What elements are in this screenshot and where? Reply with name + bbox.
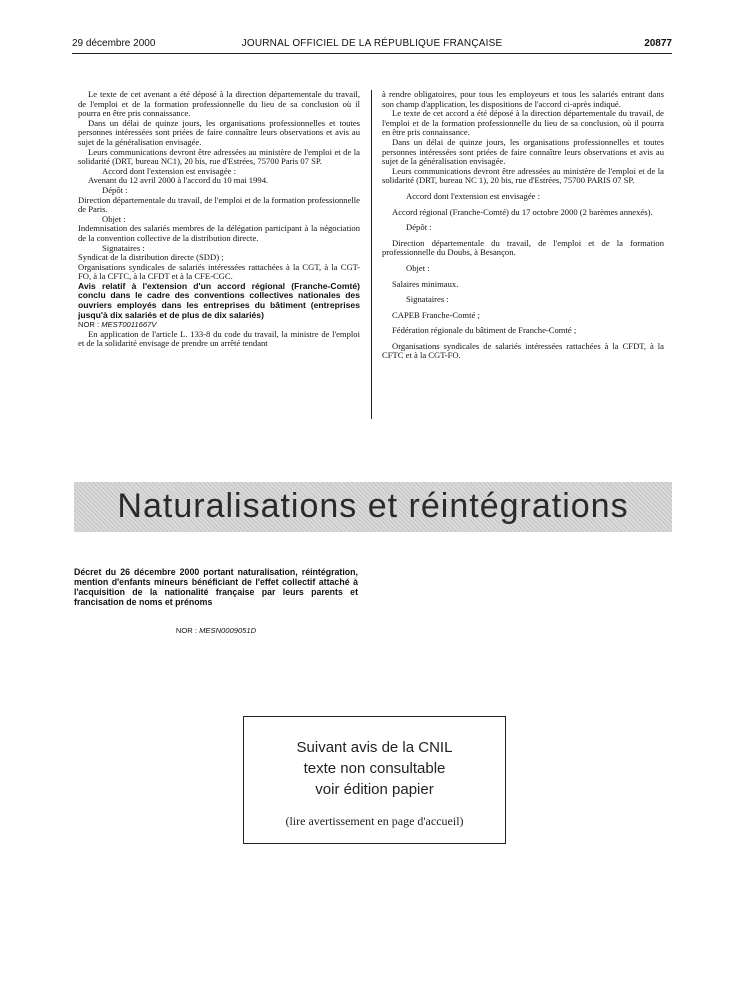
nor-code: MEST0011667V bbox=[101, 320, 157, 330]
cnil-line-1: Suivant avis de la CNIL bbox=[296, 739, 453, 756]
section-banner: Naturalisations et réintégrations bbox=[74, 482, 672, 532]
signatory: CAPEB Franche-Comté ; bbox=[392, 309, 480, 320]
paragraph: Dans un délai de quinze jours, les organisations professionnelles et toutes personnes intéressées sont priées de faire connaître leurs observations et avis au sujet de la généralisation envisagée. bbox=[382, 136, 664, 167]
accord-text: Avenant du 12 avril 2000 à l'accord du 10 mai 1994. bbox=[88, 175, 269, 186]
paragraph: Le texte de cet avenant a été déposé à la direction départementale du travail, de l'emploi et de la formation professionnelle du lieu de sa conclusion où il pourra en être pris connaissance. bbox=[78, 89, 360, 119]
depot-text: Direction départementale du travail, de l'emploi et de la formation professionnelle du Doubs, à Besançon. bbox=[382, 237, 664, 258]
avis-title: Avis relatif à l'extension d'un accord régional (Franche-Comté) conclu dans le cadre des conventions collectives nationales des ouvriers employés dans les entreprises du bâtiment (entreprises jusqu'à dix salariés et de plus de dix salariés) bbox=[78, 280, 360, 320]
page-header bbox=[72, 38, 672, 54]
page-number: 20877 bbox=[644, 38, 672, 49]
nor-label: NOR : bbox=[175, 626, 197, 635]
paragraph: Le texte de cet accord a été déposé à la direction départementale du travail, de l'emploi et de la formation professionnelle du lieu de sa conclusion, où il pourra en être pris connaissance. bbox=[382, 108, 664, 138]
cnil-line-3: voir édition papier bbox=[315, 781, 434, 798]
paragraph: Leurs communications devront être adressées au ministère de l'emploi et de la solidarité (DRT, bureau NC 1), 20 bis, rue d'Estrées, 75700 PARIS 07 SP. bbox=[382, 165, 664, 186]
signatory: Fédération régionale du bâtiment de Franche-Comté ; bbox=[392, 325, 577, 336]
objet-label: Objet : bbox=[406, 262, 430, 273]
objet-text: Salaires minimaux. bbox=[392, 278, 459, 289]
journal-title: JOURNAL OFFICIEL DE LA RÉPUBLIQUE FRANÇAISE bbox=[241, 38, 503, 49]
objet-label: Objet : bbox=[102, 213, 126, 224]
cnil-notice-box bbox=[243, 716, 506, 844]
paragraph: Dans un délai de quinze jours, les organisations professionnelles et toutes personnes intéressées sont priées de faire connaître leurs observations et avis au sujet de la généralisation envisagée. bbox=[78, 117, 360, 147]
paragraph: Leurs communications devront être adressées au ministère de l'emploi et de la solidarité (DRT, bureau NC1), 20 bis, rue d'Estrées, 75700 Paris 07 SP. bbox=[78, 146, 360, 167]
column-divider bbox=[371, 90, 372, 419]
signatory: Organisations syndicales de salariés intéressées rattachées à la CGT, à la CGT-FO, à la CFTC, à la CFDT et à la CFE-CGC. bbox=[78, 261, 360, 282]
objet-text: Indemnisation des salariés membres de la délégation participant à la négociation de la convention collective de la distribution directe. bbox=[78, 223, 360, 243]
depot-label: Dépôt : bbox=[102, 184, 128, 195]
nor-label: NOR : bbox=[78, 320, 100, 330]
depot-text: Direction départementale du travail, de l'emploi et de la formation professionnelle de Paris. bbox=[78, 194, 360, 215]
header-rule bbox=[72, 53, 672, 54]
signatory: Syndicat de la distribution directe (SDD) ; bbox=[78, 252, 224, 263]
signataires-label: Signataires : bbox=[102, 242, 145, 253]
left-column bbox=[78, 90, 360, 349]
header-date: 29 décembre 2000 bbox=[72, 38, 156, 49]
decret-title: Décret du 26 décembre 2000 portant naturalisation, réintégration, mention d'enfants mineurs bénéficiant de l'effet collectif attaché à l'acquisition de la nationalité française par leurs parents et francisation de noms et prénoms bbox=[74, 567, 358, 607]
right-column bbox=[382, 90, 664, 361]
signatory: Organisations syndicales de salariés intéressées rattachées à la CFDT, à la CFTC et à la CGT-FO. bbox=[382, 340, 664, 361]
signataires-label: Signataires : bbox=[406, 294, 449, 305]
paragraph: En application de l'article L. 133-8 du code du travail, la ministre de l'emploi et de la solidarité envisage de prendre un arrêté tendant bbox=[78, 328, 360, 349]
paragraph: à rendre obligatoires, pour tous les employeurs et tous les salariés entrant dans son champ d'application, les dispositions de l'accord ci-après indiqué. bbox=[382, 89, 664, 109]
accord-label: Accord dont l'extension est envisagée : bbox=[102, 165, 236, 176]
nor-code: MESN0009051D bbox=[199, 626, 257, 635]
decret-nor bbox=[74, 626, 358, 635]
cnil-line-2: texte non consultable bbox=[303, 760, 446, 777]
accord-text: Accord régional (Franche-Comté) du 17 octobre 2000 (2 barèmes annexés). bbox=[392, 206, 653, 217]
cnil-line-4: (lire avertissement en page d'accueil) bbox=[285, 814, 464, 828]
depot-label: Dépôt : bbox=[406, 222, 432, 233]
accord-label: Accord dont l'extension est envisagée : bbox=[406, 190, 540, 201]
